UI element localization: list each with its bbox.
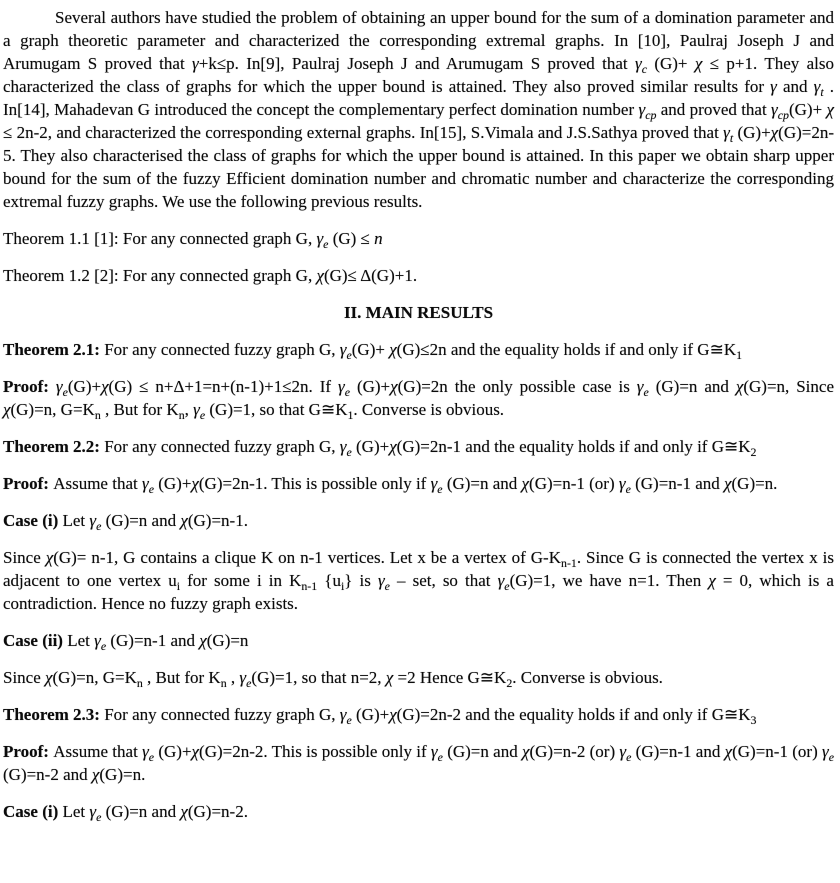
text-run: χ: [389, 705, 397, 724]
text-run: (G)=n-1 (or): [529, 474, 619, 493]
text-run: (G)+: [733, 123, 771, 142]
text-run: e: [62, 384, 68, 399]
text-run: (G)=n-2 and: [3, 765, 92, 784]
text-run: (G)=2n the only possible case is: [397, 377, 637, 396]
text-run: (G)+: [788, 100, 827, 119]
text-run: χ: [708, 571, 716, 590]
text-run: (G)=n-1.: [187, 511, 248, 530]
text-run: (G)=2n-5. They also characterised the class of graphs for which the upper bound is attained. In this paper we obtain sharp upper bound for the sum of the fuzzy Efficient domination number and chromatic number and characterize the corresponding extremal fuzzy graphs. We use the following previous results.: [3, 123, 835, 211]
text-run: Since: [3, 548, 46, 567]
text-run: χ: [91, 765, 100, 784]
text-run: χ: [770, 123, 779, 142]
text-run: , But for K: [100, 400, 179, 419]
text-run: (G)+: [646, 54, 695, 73]
text-run: Assume that: [53, 474, 142, 493]
text-run: χ: [389, 437, 397, 456]
text-run: Case (ii): [3, 631, 68, 650]
text-run: Since: [3, 668, 46, 687]
text-run: For any connected fuzzy graph G,: [104, 340, 340, 359]
text-run: (G)+: [351, 340, 390, 359]
text-run: γ: [142, 742, 149, 761]
text-run: Assume that: [53, 742, 143, 761]
text-run: χ: [3, 400, 11, 419]
theorem-2-2: [3, 435, 834, 458]
text-run: (G)+: [351, 705, 390, 724]
text-run: χ: [180, 802, 188, 821]
text-run: γ: [89, 511, 97, 530]
text-run: } is: [344, 571, 378, 590]
text-run: γ: [430, 474, 438, 493]
text-run: . Since G is connected the vertex x is adjacent to one vertex u: [3, 548, 834, 590]
case-i-theorem-2-3: [3, 800, 834, 823]
text-run: (G)=n-1 and: [631, 742, 725, 761]
text-run: for some i in K: [180, 571, 302, 590]
text-run: e: [96, 518, 102, 533]
text-run: γ: [339, 705, 347, 724]
case-i-theorem-2-2-body: [3, 546, 834, 615]
text-run: {u: [317, 571, 341, 590]
text-run: γ: [430, 742, 438, 761]
text-run: χ: [45, 668, 53, 687]
text-run: Theorem 2.3:: [3, 705, 105, 724]
text-run: = 0, which is a contradiction. Hence no fuzzy graph exists.: [3, 571, 834, 613]
text-run: For any connected fuzzy graph G,: [104, 705, 340, 724]
text-run: e: [344, 384, 350, 399]
text-run: γ: [192, 54, 199, 73]
text-run: Theorem 1.2 [2]: For any connected graph G,: [3, 266, 317, 285]
text-run: e: [643, 384, 649, 399]
text-run: e: [625, 481, 631, 496]
theorem-1-2: [3, 264, 834, 287]
case-ii-theorem-2-2: [3, 629, 834, 652]
text-run: (G)≤2n and the equality holds if and only if G≅K: [396, 340, 737, 359]
text-run: (G)+: [153, 474, 192, 493]
text-run: e: [437, 749, 443, 764]
text-run: Several authors have studied the problem of obtaining an upper bound for the sum of a domination parameter and a graph theoretic parameter and characterized the corresponding extremal graphs. In [10], Paulraj Joseph J and Arumugam S proved that: [3, 8, 834, 73]
text-run: i: [176, 578, 181, 593]
text-run: – set, so that: [389, 571, 498, 590]
text-run: χ: [316, 266, 324, 285]
text-run: χ: [199, 631, 207, 650]
theorem-1-1: [3, 227, 834, 250]
text-run: γ: [618, 474, 626, 493]
text-run: γ: [89, 802, 97, 821]
text-run: (G)=n and: [442, 742, 522, 761]
text-run: . Converse is obvious.: [512, 668, 663, 687]
text-run: γ: [636, 377, 644, 396]
text-run: Theorem 2.1:: [3, 340, 105, 359]
text-run: e: [96, 809, 102, 824]
text-run: χ: [522, 742, 530, 761]
text-run: γ: [141, 474, 149, 493]
text-run: Theorem 2.2:: [3, 437, 105, 456]
text-run: γ: [723, 123, 730, 142]
text-run: e: [246, 675, 252, 690]
text-run: n: [178, 407, 185, 422]
text-run: and: [776, 77, 814, 96]
text-run: Let: [67, 631, 95, 650]
text-run: γ: [619, 742, 627, 761]
text-run: γ: [822, 742, 829, 761]
text-run: (G)=1, so that G≅K: [205, 400, 348, 419]
text-run: γ: [770, 77, 777, 96]
text-run: γ: [497, 571, 505, 590]
text-run: χ: [389, 340, 397, 359]
text-run: γ: [55, 377, 63, 396]
text-run: e: [346, 444, 352, 459]
intro-paragraph: [3, 6, 834, 213]
text-run: χ: [101, 377, 109, 396]
text-run: χ: [694, 54, 703, 73]
text-run: (G) ≤ n+Δ+1=n+(n-1)+1≤2n. If: [108, 377, 339, 396]
text-run: . Converse is obvious.: [353, 400, 505, 419]
text-run: (G)=n: [206, 631, 249, 650]
text-run: (G)=n-2 (or): [529, 742, 620, 761]
text-run: (G)=n, Since: [743, 377, 834, 396]
text-run: (G)=1, so that n=2,: [251, 668, 386, 687]
text-run: χ: [45, 548, 54, 567]
text-run: γ: [239, 668, 247, 687]
text-run: n: [220, 675, 227, 690]
text-run: ,: [184, 400, 194, 419]
text-run: (G)=n and: [101, 511, 181, 530]
text-run: (G)=n and: [442, 474, 522, 493]
text-run: n: [94, 407, 101, 422]
text-run: γ: [638, 100, 646, 119]
text-run: Case (i): [3, 511, 63, 530]
text-run: χ: [521, 474, 530, 493]
text-run: e: [384, 578, 390, 593]
text-run: e: [437, 481, 443, 496]
text-run: γ: [339, 340, 347, 359]
text-run: χ: [385, 668, 394, 687]
text-run: χ: [735, 377, 744, 396]
text-run: 1: [736, 347, 743, 362]
text-run: γ: [771, 100, 778, 119]
text-run: n-1: [561, 555, 577, 570]
text-run: 2: [506, 675, 513, 690]
text-run: (G)=n-1 and: [630, 474, 725, 493]
text-run: Case (i): [3, 802, 63, 821]
text-run: χ: [180, 511, 188, 530]
text-run: (G)+: [154, 742, 192, 761]
text-run: e: [199, 407, 206, 422]
proof-2-1: [3, 375, 834, 421]
text-run: (G)≤ Δ(G)+1.: [323, 266, 418, 285]
text-run: χ: [390, 377, 398, 396]
text-run: +k≤p. In[9], Paulraj Joseph J and Arumugam S proved that: [198, 54, 635, 73]
proof-2-2: [3, 472, 834, 495]
theorem-2-1: [3, 338, 834, 361]
text-run: t: [729, 130, 734, 145]
text-run: χ: [724, 742, 733, 761]
text-run: (G)+: [350, 377, 391, 396]
text-run: (G)=1, we have n=1. Then: [509, 571, 709, 590]
text-run: e: [323, 236, 329, 251]
text-run: (G)=2n-1 and the equality holds if and only if G≅K: [396, 437, 751, 456]
text-run: . In[14], Mahadevan G introduced the concept the complementary perfect domination number: [3, 77, 835, 119]
text-run: (G)=n.: [731, 474, 778, 493]
text-run: n: [136, 675, 143, 690]
text-run: e: [346, 712, 352, 727]
text-run: e: [148, 749, 155, 764]
text-run: (G)=n-1 and: [106, 631, 200, 650]
text-run: γ: [339, 437, 347, 456]
text-run: γ: [634, 54, 642, 73]
text-run: Let: [62, 802, 90, 821]
text-run: e: [828, 749, 834, 764]
text-run: II. MAIN RESULTS: [343, 303, 494, 322]
text-run: (G)=n.: [99, 765, 146, 784]
text-run: e: [346, 347, 352, 362]
text-run: Theorem 1.1 [1]: For any connected graph G,: [3, 229, 317, 248]
text-run: e: [148, 481, 154, 496]
text-run: , But for K: [142, 668, 221, 687]
text-run: and proved that: [656, 100, 772, 119]
text-run: χ: [826, 100, 834, 119]
theorem-2-3: [3, 703, 834, 726]
text-run: n: [374, 229, 383, 248]
text-run: χ: [724, 474, 732, 493]
text-run: γ: [193, 400, 200, 419]
text-run: e: [100, 638, 107, 653]
text-run: ≤ p+1. They also characterized the class of graphs for which the upper bound is attained. They also proved similar results for: [3, 54, 834, 96]
text-run: Proof:: [3, 474, 54, 493]
text-run: (G)+: [67, 377, 102, 396]
text-run: (G)=n and: [101, 802, 181, 821]
section-heading-main-results: [3, 301, 834, 324]
case-i-theorem-2-2: [3, 509, 834, 532]
text-run: (G)=2n-2 and the equality holds if and only if G≅K: [396, 705, 751, 724]
text-run: 1: [347, 407, 354, 422]
text-run: Let: [62, 511, 90, 530]
text-run: (G) ≤: [328, 229, 375, 248]
text-run: (G)= n-1, G contains a clique K on n-1 vertices. Let x be a vertex of G-K: [53, 548, 561, 567]
text-run: ≤ 2n-2, and characterized the corresponding external graphs. In[15], S.Vimala and J.S.Sathya proved that: [3, 123, 724, 142]
text-run: t: [820, 84, 824, 99]
text-run: γ: [813, 77, 821, 96]
case-ii-theorem-2-2-body: [3, 666, 834, 689]
text-run: e: [626, 749, 632, 764]
text-run: c: [641, 61, 647, 76]
text-run: 2: [750, 444, 757, 459]
text-run: Proof:: [3, 742, 54, 761]
text-run: For any connected fuzzy graph G,: [104, 437, 340, 456]
text-run: (G)=n, G=K: [10, 400, 95, 419]
text-run: (G)=n-1 (or): [732, 742, 823, 761]
text-run: Proof:: [3, 377, 56, 396]
text-run: ,: [226, 668, 240, 687]
text-run: χ: [191, 742, 200, 761]
text-run: (G)=n-2.: [187, 802, 248, 821]
text-run: 3: [750, 712, 757, 727]
proof-2-3: [3, 740, 834, 786]
text-run: cp: [645, 107, 657, 122]
text-run: (G)+: [351, 437, 390, 456]
text-run: e: [504, 578, 510, 593]
text-run: n-1: [301, 578, 318, 593]
text-run: χ: [191, 474, 199, 493]
text-run: (G)=2n-1. This is possible only if: [198, 474, 431, 493]
text-run: =2 Hence G≅K: [393, 668, 507, 687]
text-run: γ: [338, 377, 345, 396]
text-run: (G)=2n-2. This is possible only if: [199, 742, 431, 761]
text-run: γ: [94, 631, 101, 650]
text-run: γ: [377, 571, 385, 590]
text-run: i: [340, 578, 345, 593]
text-run: cp: [777, 107, 789, 122]
text-run: (G)=n, G=K: [52, 668, 137, 687]
text-run: γ: [316, 229, 324, 248]
text-run: (G)=n and: [648, 377, 736, 396]
